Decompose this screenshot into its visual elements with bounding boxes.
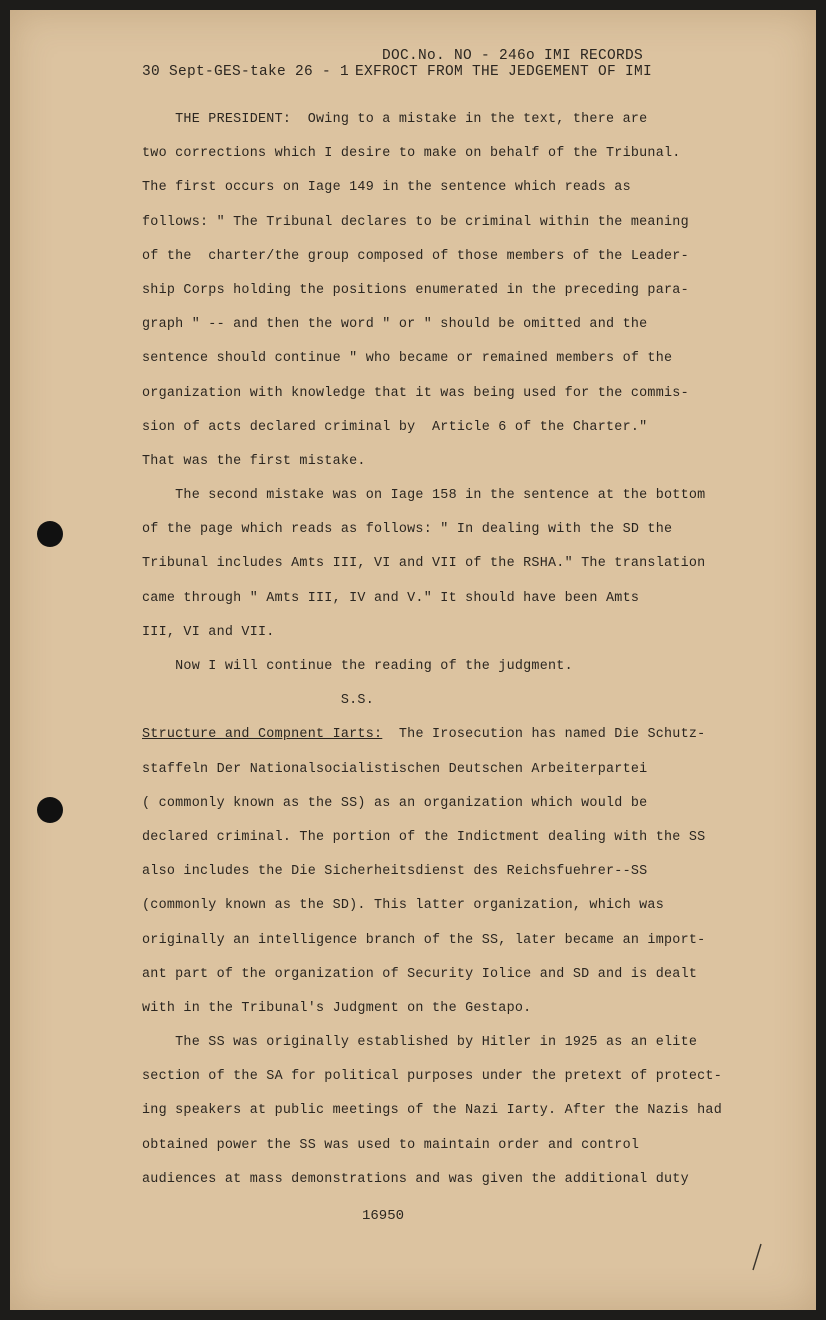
document-number: DOC.No. NO - 246o IMI RECORDS bbox=[382, 48, 644, 64]
body-line: graph " -- and then the word " or " should be omitted and the bbox=[142, 317, 648, 333]
body-line: of the page which reads as follows: " In dealing with the SD the bbox=[142, 522, 673, 538]
body-line: The SS was originally established by Hitler in 1925 as an elite bbox=[142, 1035, 698, 1051]
body-line: staffeln Der Nationalsocialistischen Deutschen Arbeiterpartei bbox=[142, 761, 648, 777]
body-line: That was the first mistake. bbox=[142, 453, 366, 469]
document-body bbox=[142, 103, 762, 1197]
body-line: ( commonly known as the SS) as an organization which would be bbox=[142, 795, 648, 811]
body-line: Tribunal includes Amts III, VI and VII of the RSHA." The translation bbox=[142, 556, 706, 572]
body-line: ing speakers at public meetings of the Nazi Iarty. After the Nazis had bbox=[142, 1103, 722, 1119]
body-line: ant part of the organization of Security Iolice and SD and is dealt bbox=[142, 966, 698, 982]
body-line: obtained power the SS was used to maintain order and control bbox=[142, 1137, 640, 1153]
body-line: follows: " The Tribunal declares to be criminal within the meaning bbox=[142, 214, 689, 230]
body-line: also includes the Die Sicherheitsdienst des Reichsfuehrer--SS bbox=[142, 864, 648, 880]
body-line: The second mistake was on Iage 158 in the sentence at the bottom bbox=[142, 488, 706, 504]
body-line: of the charter/the group composed of those members of the Leader- bbox=[142, 248, 689, 264]
body-line: audiences at mass demonstrations and was given the additional duty bbox=[142, 1171, 689, 1187]
body-line: came through " Amts III, IV and V." It should have been Amts bbox=[142, 590, 640, 606]
document-page bbox=[10, 10, 816, 1310]
body-line: with in the Tribunal's Judgment on the Gestapo. bbox=[142, 1000, 532, 1016]
body-line: THE PRESIDENT: Owing to a mistake in the text, there are bbox=[142, 112, 648, 127]
body-line: S.S. bbox=[142, 693, 374, 709]
body-line: Now I will continue the reading of the judgment. bbox=[142, 659, 573, 674]
body-line: ship Corps holding the positions enumerated in the preceding para- bbox=[142, 282, 689, 298]
section-heading-text: The Irosecution has named Die Schutz- bbox=[382, 727, 706, 743]
page-number: 16950 bbox=[362, 1208, 405, 1224]
section-heading: Structure and Compnent Iarts: bbox=[142, 727, 383, 743]
body-line: organization with knowledge that it was being used for the commis- bbox=[142, 385, 689, 401]
document-title: EXFROCT FROM THE JEDGEMENT OF IMI bbox=[355, 64, 653, 80]
body-line: The first occurs on Iage 149 in the sentence which reads as bbox=[142, 180, 631, 196]
body-line: (commonly known as the SD). This latter organization, which was bbox=[142, 898, 664, 914]
pen-mark-icon bbox=[750, 1242, 764, 1272]
body-line: sion of acts declared criminal by Article 6 of the Charter." bbox=[142, 419, 648, 435]
body-line bbox=[142, 718, 762, 752]
body-line: originally an intelligence branch of the SS, later became an import- bbox=[142, 932, 706, 948]
punch-hole-lower bbox=[37, 797, 63, 823]
body-line: III, VI and VII. bbox=[142, 624, 275, 640]
take-reference: 30 Sept-GES-take 26 - 1 bbox=[142, 64, 350, 80]
body-line: section of the SA for political purposes under the pretext of protect- bbox=[142, 1069, 722, 1085]
body-line: two corrections which I desire to make on behalf of the Tribunal. bbox=[142, 146, 681, 162]
punch-hole-upper bbox=[37, 521, 63, 547]
body-line: sentence should continue " who became or remained members of the bbox=[142, 351, 673, 367]
body-line: declared criminal. The portion of the Indictment dealing with the SS bbox=[142, 829, 706, 845]
